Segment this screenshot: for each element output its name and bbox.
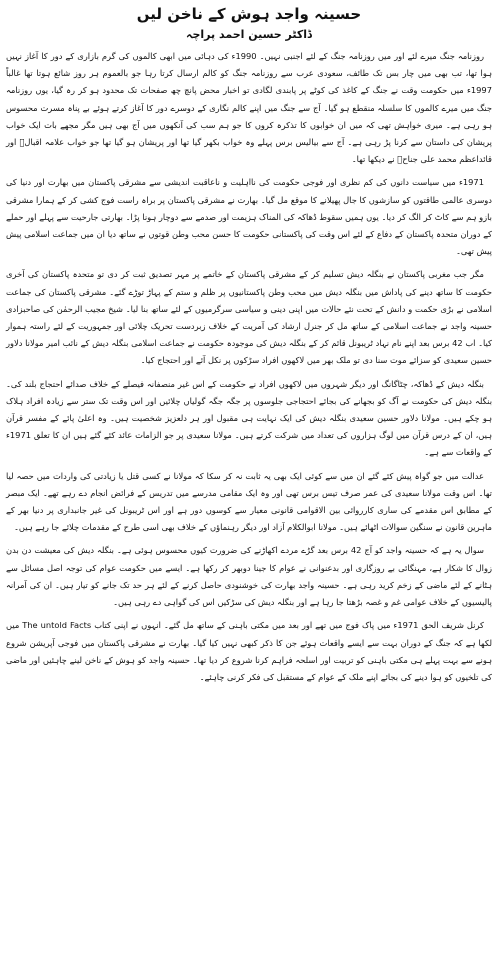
paragraph: کرنل شریف الحق 1971ء میں پاک فوج میں تھے اور بعد میں مکتی باہنی کے ساتھ مل گئے۔ انہوں نے اپنی کتاب The untold Facts میں لکھا ہے کہ جنگ کے دوران بہت سے ایسے واقعات ہوئے جن کا ذکر کبھی نہیں کیا گیا۔ بھارت نے مشرقی پاکستان میں فوجی آپریشن شروع ہونے سے بہت پہلے ہی مکتی باہنی کو تربیت اور اسلحہ فراہم کرنا شروع کر دیا تھا۔ حسینہ واجد کو ہوش کے ناخن لینے چاہئیں اور ماضی کی تلخیوں کو ہوا دینے کی بجائے اپنے ملک کے عوام کے مستقبل کی فکر کرنی چاہئے۔ (6, 620, 492, 682)
paragraph: سوال یہ ہے کہ حسینہ واجد کو آج 42 برس بعد گڑے مردے اکھاڑنے کی ضرورت کیوں محسوس ہوئی ہے۔ بنگلہ دیش کی معیشت دن بدن زوال کا شکار ہے، مہنگائی بے روزگاری اور بدعنوانی نے عوام کا جینا دوبھر کر رکھا ہے۔ ایسے میں حکومت عوام کی توجہ اصل مسائل سے ہٹانے کے لئے ماضی کے زخم کرید رہی ہے۔ حسینہ واجد بھارت کی خوشنودی حاصل کرنے کے لئے ہر حد تک جانے کو تیار ہیں۔ ان کی آمرانہ پالیسیوں کے خلاف عوامی غم و غصہ بڑھتا جا رہا ہے اور بنگلہ دیش کی سڑکیں اس کی گواہی دے رہی ہیں۔ (6, 545, 492, 608)
paragraph: مگر جب مغربی پاکستان نے بنگلہ دیش تسلیم کر کے مشرقی پاکستان کے خاتمے پر مہر تصدیق ثبت کر دی تو متحدہ پاکستان کی آخری حکومت کا ساتھ دینے کی پاداش میں بنگلہ دیش میں محب وطن پاکستانیوں پر ظلم و ستم کے پہاڑ توڑے گئے۔ مشرقی پاکستان کی جماعت اسلامی نے بڑی حکمت و دانش کے تحت نئے حالات میں اپنی دینی و سیاسی سرگرمیوں کے لئے ساتھ بنا لیا۔ شیخ مجیب الرحمٰن کی صاحبزادی حسینہ واجد نے جماعت اسلامی کے ساتھ مل کر جنرل ارشاد کی آمریت کے خلاف زبردست تحریک چلائی اور جمہوریت کے لئے راستہ ہموار کیا۔ اب 42 برس بعد اپنے نام نہاد ٹریبونل قائم کر کے بنگلہ دیش کی موجودہ حکومت نے جماعت اسلامی بنگلہ دیش کے نائب امیر مولانا دلاور حسین سعیدی کو سزائے موت سنا دی تو ملک بھر میں لاکھوں افراد سڑکوں پر نکل آئے اور احتجاج کیا۔ (6, 269, 493, 366)
author-byline: ڈاکٹر حسین احمد پراچہ (186, 28, 312, 41)
article-body (6, 48, 492, 686)
paragraph: بنگلہ دیش کے ڈھاکہ، چٹاگانگ اور دیگر شہروں میں لاکھوں افراد نے حکومت کے اس غیر منصفانہ فیصلے کے خلاف صدائے احتجاج بلند کی۔ بنگلہ دیش کی حکومت نے آگ کو بجھانے کی بجائے احتجاجی جلوسوں پر جگہ جگہ گولیاں چلائیں اور اس وقت تک ستر سے زیادہ افراد ہلاک ہو چکے ہیں۔ مولانا دلاور حسین سعیدی بنگلہ دیش کی ایک نہایت ہی مقبول اور ہر دلعزیز شخصیت ہیں۔ وہ اعلیٰ پائے کے مفسر قرآن ہیں، ان کے درس قرآن میں لوگ ہزاروں کی تعداد میں شرکت کرتے ہیں۔ مولانا سعیدی پر جو الزامات عائد کئے گئے ہیں ان کا تعلق 1971ء کے واقعات سے ہے۔ (6, 378, 492, 458)
paragraph: 1971ء میں سیاست دانوں کی کم نظری اور فوجی حکومت کی نااہلیت و ناعاقبت اندیشی سے مشرقی پاکستان میں بھارت اور دنیا کی دوسری عالمی طاقتوں کو سازشوں کا جال پھیلانے کا موقع مل گیا۔ بھارت نے مشرقی پاکستان پر براہ راست فوج کشی کر کے ہمارا مشرقی بازو ہم سے کاٹ کر الگ کر دیا۔ یوں ہمیں سقوط ڈھاکہ کی المناک ہزیمت اور صدمے سے دوچار ہونا پڑا۔ بھارتی جارحیت سے پہلے اور حملے کے دوران متحدہ پاکستان کے دفاع کے لئے اس وقت کی پاکستانی حکومت کا حسن محب وطن قوتوں نے ساتھ دیا ان میں جماعت اسلامی پیش پیش تھی۔ (6, 177, 492, 257)
paragraph: عدالت میں جو گواہ پیش کئے گئے ان میں سے کوئی ایک بھی یہ ثابت نہ کر سکا کہ مولانا نے کسی قتل یا زیادتی کی واردات میں حصہ لیا تھا۔ اس وقت مولانا سعیدی کی عمر صرف تیس برس تھی اور وہ ایک مقامی مدرسے میں تدریس کے فرائض انجام دے رہے تھے۔ ایک مبصر کے مطابق اس مقدمے کی ساری کارروائی بین الاقوامی قانونی معیار سے کوسوں دور ہے اور اس ٹریبونل کی غیر جانبداری پر دنیا بھر کے ماہرین قانون نے سنگین سوالات اٹھائے ہیں۔ مولانا ابوالکلام آزاد اور دیگر رہنماؤں کے خلاف بھی اسی طرح کے مقدمات چلائے جا رہے ہیں۔ (6, 470, 492, 533)
column-title: حسینہ واجد ہوش کے ناخن لیں (136, 5, 362, 23)
paragraph: روزنامہ جنگ میرے لئے اور میں روزنامہ جنگ کے لئے اجنبی نہیں۔ 1990ء کی دہائی میں ابھی کالموں کی گرم بازاری کے دور کا آغاز نہیں ہوا تھا، تب بھی میں چار بس تک طائف، سعودی عرب سے روزنامہ جنگ کو کالم ارسال کرتا رہا جو بالعموم ہر روز شائع ہوتا تھا غالباً 1997ء میں حکومت وقت نے جنگ کے کاغذ کی کوٹے پر پابندی لگادی تو اخبار محض پانچ چھ صفحات تک محدود ہو کر رہ گیا، یوں روزنامہ جنگ میں میرے کالموں کا سلسلہ منقطع ہو گیا۔ آج سے جنگ میں اپنے کالم نگاری کے دوسرے دور کا آغاز کرتے ہوئے بے پناہ مسرت محسوس ہو رہی ہے۔ میری خواہش تھی کہ میں ان خوابوں کا تذکرہ کروں کا جو ہم سب کی آنکھوں میں آج بھی ہیں مگر مجھے بات ایک خواب پریشان کی داستان سے کرنا پڑ رہی ہے۔ آج سے بیالیس برس پہلے وہ خواب بکھر گیا تھا اور پریشان ہو گیا تھا جو خواب علامہ اقبالؒ اور قائداعظم محمد علی جناحؒ نے دیکھا تھا۔ (6, 51, 492, 165)
